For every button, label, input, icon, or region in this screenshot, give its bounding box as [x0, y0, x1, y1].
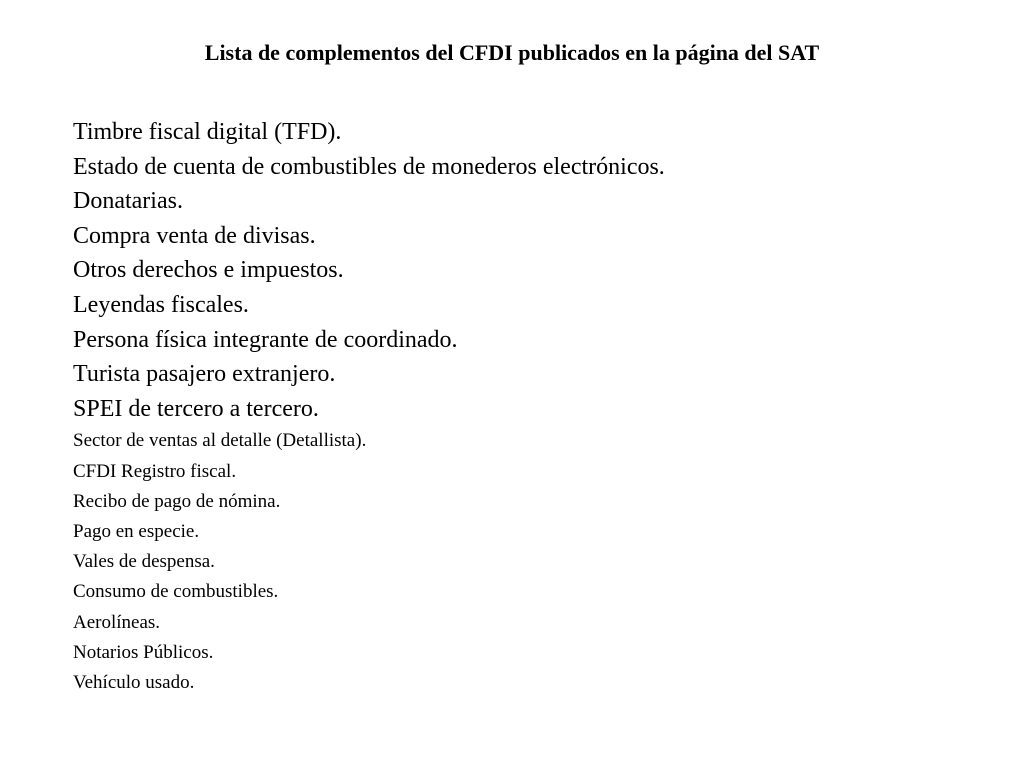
- list-item: Turista pasajero extranjero.: [73, 361, 336, 388]
- list-item: Notarios Públicos.: [73, 641, 214, 663]
- list-item: Aerolíneas.: [73, 611, 161, 633]
- list-item: Otros derechos e impuestos.: [73, 257, 344, 284]
- list-item: CFDI Registro fiscal.: [73, 460, 237, 482]
- list-item: Persona física integrante de coordinado.: [73, 326, 458, 353]
- list-item: Compra venta de divisas.: [73, 222, 316, 249]
- list-item: Recibo de pago de nómina.: [73, 490, 281, 512]
- slide-title: Lista de complementos del CFDI publicados en la página del SAT: [204, 40, 820, 65]
- list-item: Pago en especie.: [73, 520, 200, 542]
- complement-list: [73, 115, 665, 698]
- list-item: Sector de ventas al detalle (Detallista).: [73, 430, 367, 452]
- list-item: Leyendas fiscales.: [73, 291, 249, 318]
- list-item: Vehículo usado.: [73, 671, 195, 693]
- list-item: Consumo de combustibles.: [73, 581, 279, 603]
- list-item: Vales de despensa.: [73, 551, 215, 573]
- list-item: Timbre fiscal digital (TFD).: [73, 119, 342, 145]
- list-item: Estado de cuenta de combustibles de monederos electrónicos.: [73, 153, 665, 180]
- list-item: SPEI de tercero a tercero.: [73, 395, 319, 422]
- list-item: Donatarias.: [73, 188, 183, 215]
